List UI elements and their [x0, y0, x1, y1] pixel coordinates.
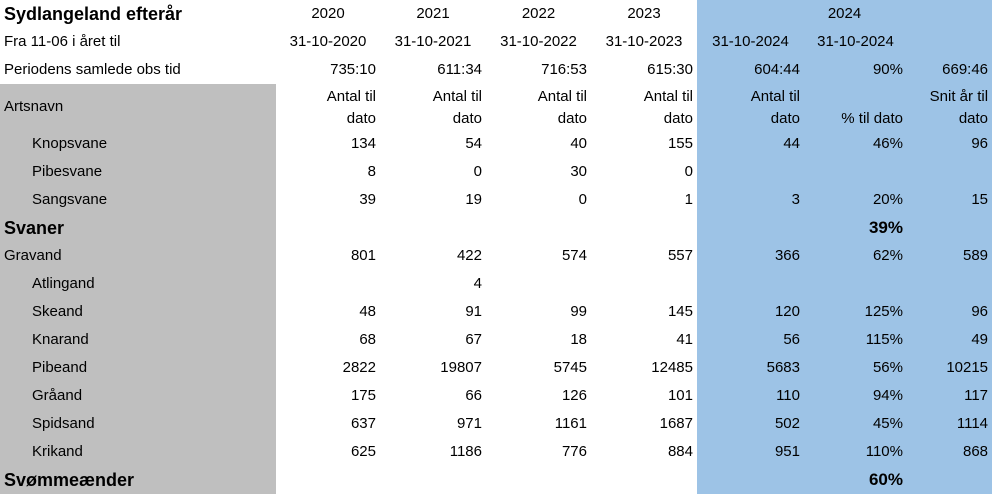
table-cell: 12485 — [651, 359, 693, 376]
table-cell: 18 — [570, 331, 587, 348]
table-cell: 175 — [350, 387, 376, 404]
table-cell: 1 — [684, 191, 693, 208]
species-name: Gravand — [0, 242, 276, 270]
table-cell: 54 — [465, 135, 482, 152]
table-cell: 502 — [697, 410, 804, 438]
table-cell: 1114 — [907, 410, 992, 438]
year-row — [0, 0, 992, 28]
obs-value: 716:53 — [541, 61, 587, 78]
empty-cell — [276, 214, 380, 242]
species-name: Pibesvane — [0, 158, 276, 186]
table-row — [0, 130, 992, 158]
table-cell: 40 — [570, 135, 587, 152]
table-cell — [486, 270, 591, 298]
table-cell: 145 — [667, 303, 693, 320]
species-rows — [0, 130, 992, 494]
table-cell: 134 — [350, 135, 376, 152]
table-cell — [697, 158, 804, 186]
col-head-line1: Antal til — [750, 88, 800, 105]
table-cell: 971 — [456, 415, 482, 432]
period-label: Fra 11-06 i året til — [4, 33, 121, 50]
empty-cell — [697, 214, 804, 242]
table-cell: 30 — [570, 163, 587, 180]
table-cell: 5683 — [697, 354, 804, 382]
obs-value: 735:10 — [330, 61, 376, 78]
table-cell: 589 — [907, 242, 992, 270]
table-row — [0, 186, 992, 214]
table-cell: 422 — [456, 247, 482, 264]
table-cell — [591, 270, 697, 298]
table-cell: 56% — [804, 354, 907, 382]
col-head — [804, 84, 907, 130]
table-cell — [276, 270, 380, 298]
col-head — [697, 84, 804, 130]
col-head — [907, 84, 992, 130]
table-cell — [697, 270, 804, 298]
species-name: Knarand — [0, 326, 276, 354]
group-percent: 60% — [804, 466, 907, 494]
empty-cell — [591, 214, 697, 242]
period-date: 31-10-2024 — [697, 28, 804, 56]
table-cell: 62% — [804, 242, 907, 270]
period-date: 31-10-2021 — [394, 33, 472, 50]
table-cell: 68 — [359, 331, 376, 348]
obs-value: 604:44 — [697, 56, 804, 84]
col-head-line1: Antal til — [326, 88, 376, 105]
table-cell: 557 — [667, 247, 693, 264]
species-name: Sangsvane — [0, 186, 276, 214]
table-cell: 1687 — [659, 415, 693, 432]
col-head-line1: Antal til — [432, 88, 482, 105]
species-name: Gråand — [0, 382, 276, 410]
period-date: 31-10-2020 — [289, 33, 367, 50]
col-head-line2: dato — [770, 110, 800, 127]
table-cell — [804, 270, 907, 298]
table-cell: 868 — [907, 438, 992, 466]
table-cell: 67 — [465, 331, 482, 348]
species-name: Krikand — [0, 438, 276, 466]
table-cell: 94% — [804, 382, 907, 410]
table-title: Sydlangeland efterår — [4, 4, 183, 24]
group-row — [0, 214, 992, 242]
species-name: Skeand — [0, 298, 276, 326]
table-cell: 5745 — [553, 359, 587, 376]
obs-value: 669:46 — [907, 56, 992, 84]
table-cell: 10215 — [907, 354, 992, 382]
table-cell: 4 — [473, 275, 482, 292]
empty-cell — [486, 466, 591, 494]
table-row — [0, 354, 992, 382]
col-head — [486, 84, 591, 130]
table-cell: 96 — [907, 298, 992, 326]
table-cell: 117 — [907, 382, 992, 410]
table-cell: 574 — [561, 247, 587, 264]
table-cell: 951 — [697, 438, 804, 466]
table-cell: 66 — [465, 387, 482, 404]
col-head — [380, 84, 486, 130]
table-cell: 0 — [578, 191, 587, 208]
empty-cell — [486, 214, 591, 242]
table-row — [0, 410, 992, 438]
table-cell: 155 — [667, 135, 693, 152]
table-cell: 101 — [667, 387, 693, 404]
obs-value: 611:34 — [437, 61, 482, 78]
col-artsnavn: Artsnavn — [0, 84, 276, 130]
empty-cell — [380, 466, 486, 494]
empty-cell — [907, 466, 992, 494]
table-cell: 15 — [907, 186, 992, 214]
table-cell: 1186 — [449, 443, 482, 460]
col-head-line1: Antal til — [537, 88, 587, 105]
table-cell: 637 — [350, 415, 376, 432]
obs-value: 90% — [804, 56, 907, 84]
col-head-line2: dato — [557, 110, 587, 127]
year-2022: 2022 — [521, 5, 556, 22]
year-2023: 2023 — [627, 5, 661, 22]
table-cell: 126 — [561, 387, 587, 404]
empty-cell — [697, 466, 804, 494]
species-name: Atlingand — [0, 270, 276, 298]
period-date: 31-10-2023 — [605, 33, 683, 50]
table-cell: 3 — [697, 186, 804, 214]
table-row — [0, 326, 992, 354]
table-cell: 120 — [697, 298, 804, 326]
table-cell — [804, 158, 907, 186]
col-head-line2: dato — [663, 110, 693, 127]
table-row — [0, 438, 992, 466]
table-cell: 625 — [350, 443, 376, 460]
table-cell: 99 — [570, 303, 587, 320]
period-date: 31-10-2024 — [804, 28, 907, 56]
table-row — [0, 158, 992, 186]
species-name: Spidsand — [0, 410, 276, 438]
table-cell: 776 — [561, 443, 587, 460]
obs-value: 615:30 — [647, 61, 693, 78]
col-head-line2: % til dato — [841, 110, 903, 127]
empty-cell — [380, 214, 486, 242]
col-head-line2: dato — [958, 110, 989, 127]
table-row — [0, 382, 992, 410]
col-head — [276, 84, 380, 130]
col-head-line2: dato — [346, 110, 376, 127]
table-cell: 884 — [667, 443, 693, 460]
col-head-line1: Antal til — [643, 88, 693, 105]
species-name: Pibeand — [0, 354, 276, 382]
table-cell: 41 — [676, 331, 693, 348]
table-cell — [907, 270, 992, 298]
table-cell: 8 — [367, 163, 376, 180]
table-cell: 56 — [697, 326, 804, 354]
period-date: 31-10-2022 — [500, 33, 577, 50]
species-name: Knopsvane — [0, 130, 276, 158]
year-2021: 2021 — [416, 5, 450, 22]
col-head-line2: dato — [452, 110, 482, 127]
col-head-line1: Snit år til — [929, 88, 989, 105]
table-cell: 110% — [804, 438, 907, 466]
table-cell: 115% — [804, 326, 907, 354]
empty-cell — [591, 466, 697, 494]
col-head — [591, 84, 697, 130]
obs-row — [0, 56, 992, 84]
table-cell: 1161 — [554, 415, 587, 432]
table-cell: 20% — [804, 186, 907, 214]
group-name: Svømmeænder — [0, 466, 276, 494]
year-2020: 2020 — [311, 5, 345, 22]
table-cell: 110 — [697, 382, 804, 410]
empty-cell — [276, 466, 380, 494]
table-cell: 125% — [804, 298, 907, 326]
table-cell: 49 — [907, 326, 992, 354]
table-cell: 91 — [465, 303, 482, 320]
table-row — [0, 270, 992, 298]
table-cell: 19807 — [440, 359, 482, 376]
table-cell: 0 — [684, 163, 693, 180]
table-cell — [907, 158, 992, 186]
period-row — [0, 28, 992, 56]
table-row — [0, 298, 992, 326]
table-cell: 2822 — [342, 359, 376, 376]
table-cell: 39 — [359, 191, 376, 208]
year-2024: 2024 — [697, 0, 992, 28]
table-cell: 44 — [697, 130, 804, 158]
column-header-row — [0, 84, 992, 130]
table-cell: 45% — [804, 410, 907, 438]
group-percent: 39% — [804, 214, 907, 242]
table-cell: 366 — [697, 242, 804, 270]
group-row — [0, 466, 992, 494]
table-row — [0, 242, 992, 270]
table-cell: 801 — [350, 247, 376, 264]
obs-label: Periodens samlede obs tid — [4, 61, 181, 78]
empty-cell — [907, 28, 992, 56]
table-cell: 46% — [804, 130, 907, 158]
group-name: Svaner — [0, 214, 276, 242]
table-cell: 0 — [473, 163, 482, 180]
table-cell: 48 — [359, 303, 376, 320]
table-cell: 19 — [465, 191, 482, 208]
table-cell: 96 — [907, 130, 992, 158]
empty-cell — [907, 214, 992, 242]
